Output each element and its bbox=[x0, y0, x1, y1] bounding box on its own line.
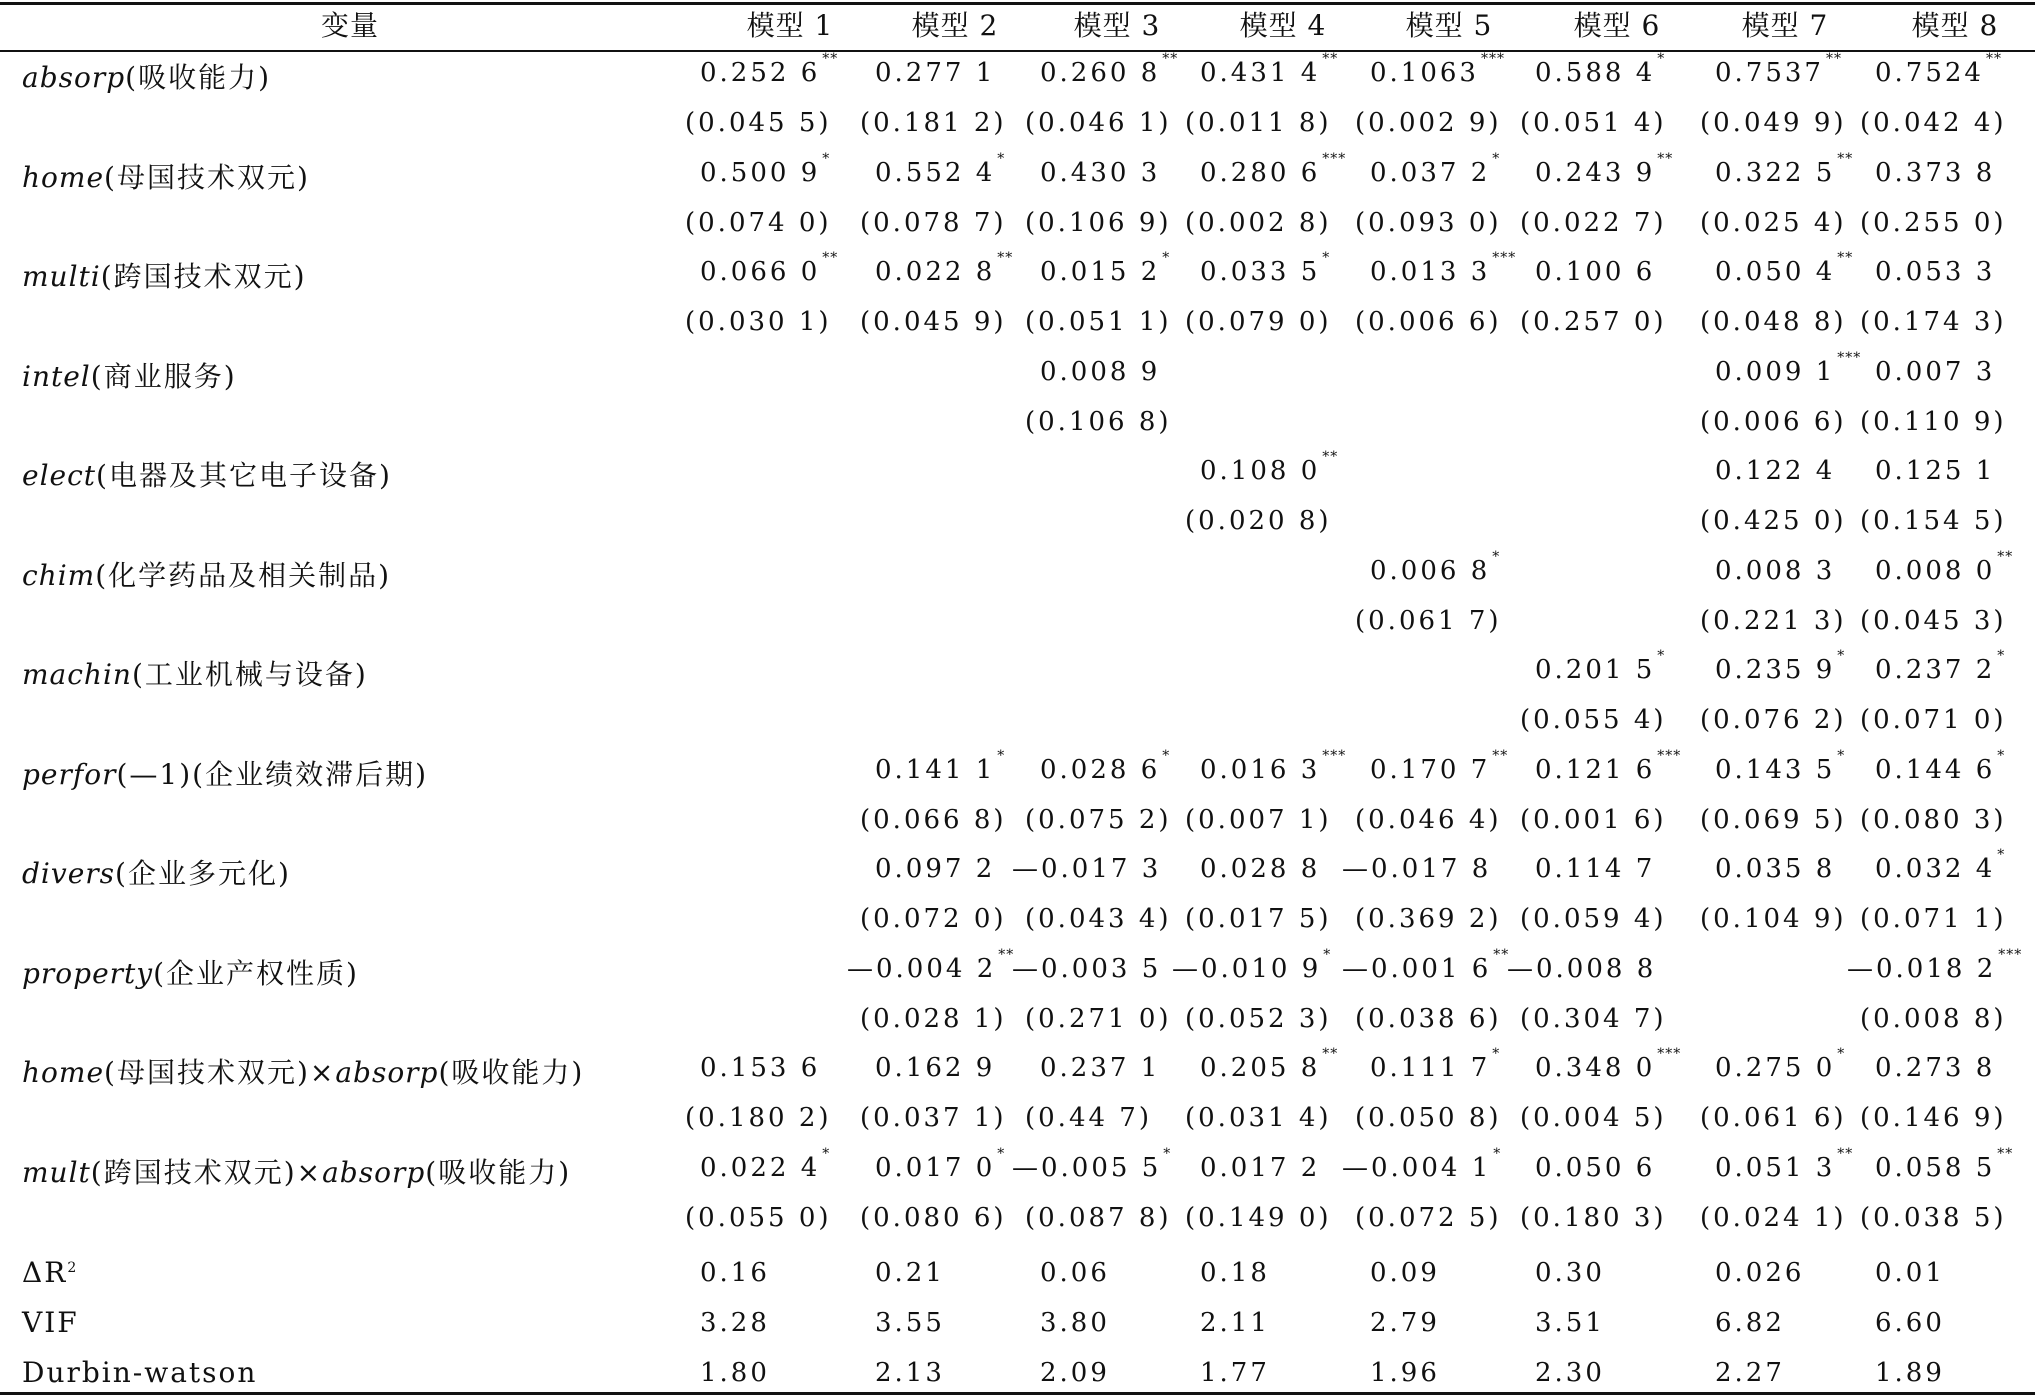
se-cell: (0.061 7) bbox=[1355, 605, 1502, 636]
se-cell: (0.110 9) bbox=[1860, 406, 2007, 437]
variable-desc: (—1)(企业绩效滞后期) bbox=[116, 757, 428, 791]
se-cell: (0.038 5) bbox=[1860, 1202, 2007, 1233]
variable-code: chim bbox=[22, 558, 96, 592]
significance-stars: *** bbox=[1480, 51, 1505, 68]
significance-stars: * bbox=[1162, 250, 1171, 267]
coef-cell: 0.037 2 * bbox=[1370, 150, 1501, 188]
se-cell: (0.104 9) bbox=[1700, 904, 1847, 934]
se-cell: (0.257 0) bbox=[1520, 307, 1667, 337]
coef-cell: 0.022 4 * bbox=[700, 1145, 831, 1183]
se-cell: (0.004 5) bbox=[1520, 1103, 1667, 1133]
significance-stars: * bbox=[997, 150, 1006, 167]
variable-code: divers bbox=[22, 857, 116, 890]
stat-cell: 2.09 bbox=[1040, 1358, 1110, 1388]
coef-cell: 0.322 5 ** bbox=[1715, 150, 1854, 188]
row-label bbox=[22, 653, 368, 693]
stat-cell: 3.28 bbox=[700, 1308, 770, 1338]
stat-cell: 6.60 bbox=[1875, 1308, 1945, 1338]
significance-stars: ** bbox=[998, 946, 1015, 963]
significance-stars: *** bbox=[1837, 349, 1862, 366]
variable-desc: (商业服务) bbox=[90, 359, 237, 393]
se-cell: (0.002 9) bbox=[1355, 108, 1502, 138]
coef-cell: 0.008 0 ** bbox=[1875, 548, 2014, 586]
coef-cell: 0.1063 *** bbox=[1370, 51, 1505, 88]
coef-cell: —0.010 9 * bbox=[1172, 946, 1332, 984]
stat-cell: 1.77 bbox=[1200, 1358, 1270, 1388]
stat-cell: 0.01 bbox=[1875, 1258, 1945, 1288]
bottom-rule bbox=[0, 1392, 2035, 1395]
se-cell: (0.028 1) bbox=[860, 1003, 1007, 1034]
row-label bbox=[22, 1051, 584, 1091]
se-cell: (0.051 4) bbox=[1520, 108, 1667, 138]
significance-stars: ** bbox=[1837, 150, 1854, 167]
header-rule bbox=[0, 50, 2035, 52]
coef-cell: 0.243 9 ** bbox=[1535, 150, 1674, 188]
coef-cell: 0.058 5 ** bbox=[1875, 1145, 2014, 1183]
se-cell: (0.071 1) bbox=[1860, 904, 2007, 934]
significance-stars: * bbox=[1997, 847, 2006, 864]
coef-cell: —0.003 5 bbox=[1012, 953, 1162, 984]
coef-cell: 0.141 1 * bbox=[875, 747, 1006, 785]
se-cell: (0.255 0) bbox=[1860, 207, 2007, 238]
stat-label: Durbin-watson bbox=[22, 1356, 258, 1389]
coef-cell: 0.066 0 ** bbox=[700, 250, 839, 287]
se-cell: (0.049 9) bbox=[1700, 108, 1847, 138]
se-cell: (0.048 8) bbox=[1700, 307, 1847, 337]
coef-cell: 0.017 0 * bbox=[875, 1145, 1006, 1183]
significance-stars: *** bbox=[1998, 946, 2023, 963]
se-cell: (0.181 2) bbox=[860, 108, 1007, 138]
superscript: 2 bbox=[67, 1260, 79, 1276]
coef-cell: 0.430 3 bbox=[1040, 157, 1161, 188]
se-cell: (0.006 6) bbox=[1700, 406, 1847, 437]
significance-stars: * bbox=[1837, 747, 1846, 764]
coef-cell: 0.008 9 bbox=[1040, 356, 1161, 387]
variable-code: elect bbox=[22, 459, 97, 492]
se-cell: (0.106 9) bbox=[1025, 207, 1172, 238]
variable-code: home bbox=[22, 1056, 105, 1089]
coef-cell: 0.100 6 bbox=[1535, 257, 1656, 287]
stat-cell: 2.79 bbox=[1370, 1308, 1440, 1338]
row-label bbox=[22, 255, 307, 295]
se-cell: (0.066 8) bbox=[860, 804, 1007, 835]
se-cell: (0.008 8) bbox=[1860, 1003, 2007, 1034]
stat-cell: 1.96 bbox=[1370, 1358, 1440, 1388]
variable-desc: (吸收能力) bbox=[438, 1056, 585, 1089]
significance-stars: * bbox=[1657, 648, 1666, 665]
se-cell: (0.059 4) bbox=[1520, 904, 1667, 934]
significance-stars: * bbox=[1163, 1145, 1172, 1162]
coef-cell: 0.273 8 bbox=[1875, 1053, 1996, 1083]
coef-cell: 0.015 2 * bbox=[1040, 250, 1171, 287]
coef-cell: 0.170 7 ** bbox=[1370, 747, 1509, 785]
variable-desc: (母国技术双元) bbox=[104, 160, 310, 194]
se-cell: (0.072 0) bbox=[860, 904, 1007, 934]
coef-cell: —0.018 2 *** bbox=[1847, 946, 2023, 984]
coef-cell: 0.252 6 ** bbox=[700, 51, 839, 88]
coef-cell: 0.277 1 bbox=[875, 58, 996, 88]
se-cell: (0.069 5) bbox=[1700, 804, 1847, 835]
se-cell: (0.174 3) bbox=[1860, 307, 2007, 337]
significance-stars: ** bbox=[1837, 250, 1854, 267]
variable-code: intel bbox=[22, 359, 91, 393]
significance-stars: ** bbox=[822, 51, 839, 68]
row-label bbox=[22, 952, 359, 992]
se-cell: (0.017 5) bbox=[1185, 904, 1332, 934]
stat-cell: 3.55 bbox=[875, 1308, 945, 1338]
stat-cell: 0.06 bbox=[1040, 1258, 1110, 1288]
se-cell: (0.369 2) bbox=[1355, 904, 1502, 934]
se-cell: (0.045 5) bbox=[685, 108, 832, 138]
stat-cell: 0.21 bbox=[875, 1258, 945, 1288]
variable-desc: (母国技术双元)× bbox=[104, 1056, 336, 1089]
stat-cell: 0.30 bbox=[1535, 1258, 1605, 1288]
se-cell: (0.075 2) bbox=[1025, 804, 1172, 835]
stat-cell: 0.16 bbox=[700, 1258, 770, 1288]
coef-cell: 0.431 4 ** bbox=[1200, 51, 1339, 88]
se-cell: (0.425 0) bbox=[1700, 506, 1847, 536]
coef-cell: 0.028 8 bbox=[1200, 854, 1321, 884]
se-cell: (0.087 8) bbox=[1025, 1202, 1172, 1233]
variable-code: mult bbox=[22, 1155, 91, 1189]
se-cell: (0.050 8) bbox=[1355, 1103, 1502, 1133]
stat-cell: 2.13 bbox=[875, 1358, 945, 1388]
variable-desc: (跨国技术双元)× bbox=[90, 1155, 323, 1189]
header-model-7: 模型 7 bbox=[1741, 9, 1829, 42]
se-cell: (0.046 4) bbox=[1355, 804, 1502, 835]
coef-cell: —0.001 6 ** bbox=[1342, 946, 1510, 984]
significance-stars: * bbox=[1323, 946, 1332, 963]
se-cell: (0.042 4) bbox=[1860, 108, 2007, 138]
coef-cell: —0.008 8 bbox=[1507, 953, 1657, 984]
significance-stars: ** bbox=[1322, 1046, 1339, 1063]
coef-cell: 0.153 6 bbox=[700, 1053, 821, 1083]
header-model-5: 模型 5 bbox=[1405, 9, 1493, 42]
header-model-4: 模型 4 bbox=[1239, 9, 1327, 42]
se-cell: (0.007 1) bbox=[1185, 804, 1332, 835]
significance-stars: ** bbox=[1493, 946, 1510, 963]
stat-label: $\Delta R^2$ bbox=[22, 1256, 79, 1289]
se-cell: (0.011 8) bbox=[1185, 108, 1332, 138]
se-cell: (0.44 7) bbox=[1025, 1103, 1152, 1133]
coef-cell: 0.022 8 ** bbox=[875, 250, 1014, 287]
stat-cell: 2.11 bbox=[1200, 1308, 1270, 1338]
se-cell: (0.221 3) bbox=[1700, 605, 1847, 636]
significance-stars: *** bbox=[1657, 747, 1682, 764]
coef-cell: 0.122 4 bbox=[1715, 456, 1836, 486]
coef-cell: 0.033 5 * bbox=[1200, 250, 1331, 287]
variable-desc: (化学药品及相关制品) bbox=[95, 558, 392, 592]
coef-cell: —0.017 8 bbox=[1342, 854, 1492, 884]
se-cell: (0.046 1) bbox=[1025, 108, 1172, 138]
se-cell: (0.180 2) bbox=[685, 1103, 832, 1133]
header-variable: 变量 bbox=[320, 9, 379, 42]
se-cell: (0.038 6) bbox=[1355, 1003, 1502, 1034]
stat-cell: 1.89 bbox=[1875, 1358, 1945, 1388]
se-cell: (0.045 9) bbox=[860, 307, 1007, 337]
significance-stars: * bbox=[1837, 648, 1846, 665]
variable-code: machin bbox=[22, 658, 132, 691]
stat-cell: 2.27 bbox=[1715, 1358, 1785, 1388]
significance-stars: ** bbox=[1997, 1145, 2014, 1162]
se-cell: (0.076 2) bbox=[1700, 705, 1847, 735]
se-cell: (0.078 7) bbox=[860, 207, 1007, 238]
coef-cell: 0.162 9 bbox=[875, 1053, 996, 1083]
se-cell: (0.020 8) bbox=[1185, 506, 1332, 536]
stat-cell: 3.51 bbox=[1535, 1308, 1605, 1338]
coef-cell: 0.050 4 ** bbox=[1715, 250, 1854, 287]
stat-cell: 2.30 bbox=[1535, 1358, 1605, 1388]
se-cell: (0.055 4) bbox=[1520, 705, 1667, 735]
variable-desc: (企业产权性质) bbox=[153, 956, 359, 990]
significance-stars: ** bbox=[1657, 150, 1674, 167]
header-model-1: 模型 1 bbox=[746, 9, 834, 42]
variable-code: property bbox=[22, 956, 154, 990]
coef-cell: 0.053 3 bbox=[1875, 257, 1996, 287]
se-cell: (0.106 8) bbox=[1025, 406, 1172, 437]
se-cell: (0.025 4) bbox=[1700, 207, 1847, 238]
significance-stars: ** bbox=[1322, 449, 1339, 466]
se-cell: (0.043 4) bbox=[1025, 904, 1172, 934]
significance-stars: * bbox=[1492, 548, 1501, 565]
coef-cell: 0.111 7 * bbox=[1370, 1046, 1501, 1083]
stat-label: VIF bbox=[22, 1306, 79, 1339]
coef-cell: 0.201 5 * bbox=[1535, 648, 1666, 685]
variable-code: absorp bbox=[22, 61, 126, 94]
se-cell: (0.146 9) bbox=[1860, 1103, 2007, 1133]
significance-stars: * bbox=[997, 1145, 1006, 1162]
coef-cell: 0.121 6 *** bbox=[1535, 747, 1682, 785]
significance-stars: ** bbox=[1985, 51, 2002, 68]
coef-cell: 0.260 8 ** bbox=[1040, 51, 1179, 88]
significance-stars: * bbox=[1492, 150, 1501, 167]
stat-cell: 0.09 bbox=[1370, 1258, 1440, 1288]
variable-desc: (电器及其它电子设备) bbox=[96, 459, 392, 492]
significance-stars: * bbox=[1657, 51, 1666, 68]
significance-stars: * bbox=[1493, 1145, 1502, 1162]
variable-code: absorp bbox=[322, 1155, 426, 1189]
coef-cell: —0.017 3 bbox=[1012, 854, 1162, 884]
se-cell: (0.093 0) bbox=[1355, 207, 1502, 238]
stat-cell: 3.80 bbox=[1040, 1308, 1110, 1338]
coef-cell: 0.143 5 * bbox=[1715, 747, 1846, 785]
coef-cell: 0.373 8 bbox=[1875, 157, 1996, 188]
coef-cell: 0.008 3 bbox=[1715, 555, 1836, 586]
se-cell: (0.024 1) bbox=[1700, 1202, 1847, 1233]
header-model-6: 模型 6 bbox=[1573, 9, 1661, 42]
significance-stars: ** bbox=[1322, 51, 1339, 68]
coef-cell: —0.004 1 * bbox=[1342, 1145, 1502, 1183]
coef-cell: 0.009 1 *** bbox=[1715, 349, 1862, 387]
header-model-3: 模型 3 bbox=[1073, 9, 1161, 42]
se-cell: (0.037 1) bbox=[860, 1103, 1007, 1133]
significance-stars: ** bbox=[822, 250, 839, 267]
significance-stars: ** bbox=[1162, 51, 1179, 68]
significance-stars: *** bbox=[1657, 1046, 1682, 1063]
se-cell: (0.149 0) bbox=[1185, 1202, 1332, 1233]
coef-cell: —0.005 5 * bbox=[1012, 1145, 1172, 1183]
stat-cell: 6.82 bbox=[1715, 1308, 1785, 1338]
se-cell: (0.055 0) bbox=[685, 1202, 832, 1233]
se-cell: (0.002 8) bbox=[1185, 207, 1332, 238]
row-label bbox=[22, 1151, 571, 1191]
coef-cell: 0.016 3 *** bbox=[1200, 747, 1347, 785]
coef-cell: 0.097 2 bbox=[875, 854, 996, 884]
stat-cell: 1.80 bbox=[700, 1358, 770, 1388]
coef-cell: 0.013 3 *** bbox=[1370, 250, 1517, 287]
coef-cell: 0.108 0 ** bbox=[1200, 449, 1339, 486]
row-label bbox=[22, 454, 392, 494]
significance-stars: * bbox=[1162, 747, 1171, 764]
significance-stars: * bbox=[1492, 1046, 1501, 1063]
se-cell: (0.080 3) bbox=[1860, 804, 2007, 835]
se-cell: (0.080 6) bbox=[860, 1202, 1007, 1233]
significance-stars: * bbox=[997, 747, 1006, 764]
variable-desc: (跨国技术双元) bbox=[100, 260, 307, 293]
variable-desc: (工业机械与设备) bbox=[131, 658, 368, 691]
significance-stars: *** bbox=[1322, 150, 1347, 167]
significance-stars: ** bbox=[1837, 1145, 1854, 1162]
se-cell: (0.051 1) bbox=[1025, 307, 1172, 337]
coef-cell: 0.125 1 bbox=[1875, 456, 1996, 486]
significance-stars: *** bbox=[1322, 747, 1347, 764]
coef-cell: 0.114 7 bbox=[1535, 854, 1656, 884]
row-label bbox=[22, 56, 271, 96]
stat-cell: 0.026 bbox=[1715, 1258, 1805, 1288]
variable-code: home bbox=[22, 160, 105, 194]
significance-stars: * bbox=[822, 150, 831, 167]
coef-cell: 0.017 2 bbox=[1200, 1152, 1321, 1183]
variable-desc: (企业多元化) bbox=[115, 857, 291, 890]
se-cell: (0.006 6) bbox=[1355, 307, 1502, 337]
se-cell: (0.271 0) bbox=[1025, 1003, 1172, 1034]
significance-stars: ** bbox=[1997, 548, 2014, 565]
coef-cell: 0.032 4 * bbox=[1875, 847, 2006, 884]
se-cell: (0.045 3) bbox=[1860, 605, 2007, 636]
row-label bbox=[22, 852, 291, 892]
coef-cell: 0.7524 ** bbox=[1875, 51, 2002, 88]
coef-cell: 0.006 8 * bbox=[1370, 548, 1501, 586]
se-cell: (0.052 3) bbox=[1185, 1003, 1332, 1034]
row-label bbox=[22, 355, 237, 395]
se-cell: (0.061 6) bbox=[1700, 1103, 1847, 1133]
coef-cell: 0.500 9 * bbox=[700, 150, 831, 188]
variable-desc: (吸收能力) bbox=[125, 61, 272, 94]
coef-cell: —0.004 2 ** bbox=[847, 946, 1015, 984]
row-label bbox=[22, 753, 428, 793]
coef-cell: 0.007 3 bbox=[1875, 356, 1996, 387]
coef-cell: 0.051 3 ** bbox=[1715, 1145, 1854, 1183]
coef-cell: 0.7537 ** bbox=[1715, 51, 1842, 88]
coef-cell: 0.275 0 * bbox=[1715, 1046, 1846, 1083]
significance-stars: * bbox=[1997, 747, 2006, 764]
coef-cell: 0.144 6 * bbox=[1875, 747, 2006, 785]
significance-stars: * bbox=[1322, 250, 1331, 267]
se-cell: (0.031 4) bbox=[1185, 1103, 1332, 1133]
se-cell: (0.022 7) bbox=[1520, 207, 1667, 238]
se-cell: (0.001 6) bbox=[1520, 804, 1667, 835]
variable-code: multi bbox=[22, 260, 101, 293]
se-cell: (0.072 5) bbox=[1355, 1202, 1502, 1233]
variable-desc: (吸收能力) bbox=[425, 1155, 572, 1189]
significance-stars: * bbox=[1837, 1046, 1846, 1063]
coef-cell: 0.588 4 * bbox=[1535, 51, 1666, 88]
coef-cell: 0.348 0 *** bbox=[1535, 1046, 1682, 1083]
se-cell: (0.154 5) bbox=[1860, 506, 2007, 536]
se-cell: (0.079 0) bbox=[1185, 307, 1332, 337]
row-label bbox=[22, 156, 310, 196]
significance-stars: *** bbox=[1492, 250, 1517, 267]
coef-cell: 0.028 6 * bbox=[1040, 747, 1171, 785]
significance-stars: * bbox=[1997, 648, 2006, 665]
se-cell: (0.074 0) bbox=[685, 207, 832, 238]
variable-code: perfor bbox=[22, 757, 117, 791]
coef-cell: 0.237 2 * bbox=[1875, 648, 2006, 685]
coef-cell: 0.552 4 * bbox=[875, 150, 1006, 188]
header-model-8: 模型 8 bbox=[1911, 9, 1999, 42]
coef-cell: 0.280 6 *** bbox=[1200, 150, 1347, 188]
se-cell: (0.030 1) bbox=[685, 307, 832, 337]
significance-stars: ** bbox=[1492, 747, 1509, 764]
header-model-2: 模型 2 bbox=[911, 9, 999, 42]
stat-cell: 0.18 bbox=[1200, 1258, 1270, 1288]
se-cell: (0.304 7) bbox=[1520, 1003, 1667, 1034]
coef-cell: 0.237 1 bbox=[1040, 1053, 1161, 1083]
significance-stars: ** bbox=[1825, 51, 1842, 68]
coef-cell: 0.205 8 ** bbox=[1200, 1046, 1339, 1083]
row-label bbox=[22, 554, 391, 594]
coef-cell: 0.035 8 bbox=[1715, 854, 1836, 884]
significance-stars: ** bbox=[997, 250, 1014, 267]
se-cell: (0.180 3) bbox=[1520, 1202, 1667, 1233]
significance-stars: * bbox=[822, 1145, 831, 1162]
variable-code: absorp bbox=[335, 1056, 439, 1089]
se-cell: (0.071 0) bbox=[1860, 705, 2007, 735]
coef-cell: 0.235 9 * bbox=[1715, 648, 1846, 685]
coef-cell: 0.050 6 bbox=[1535, 1152, 1656, 1183]
